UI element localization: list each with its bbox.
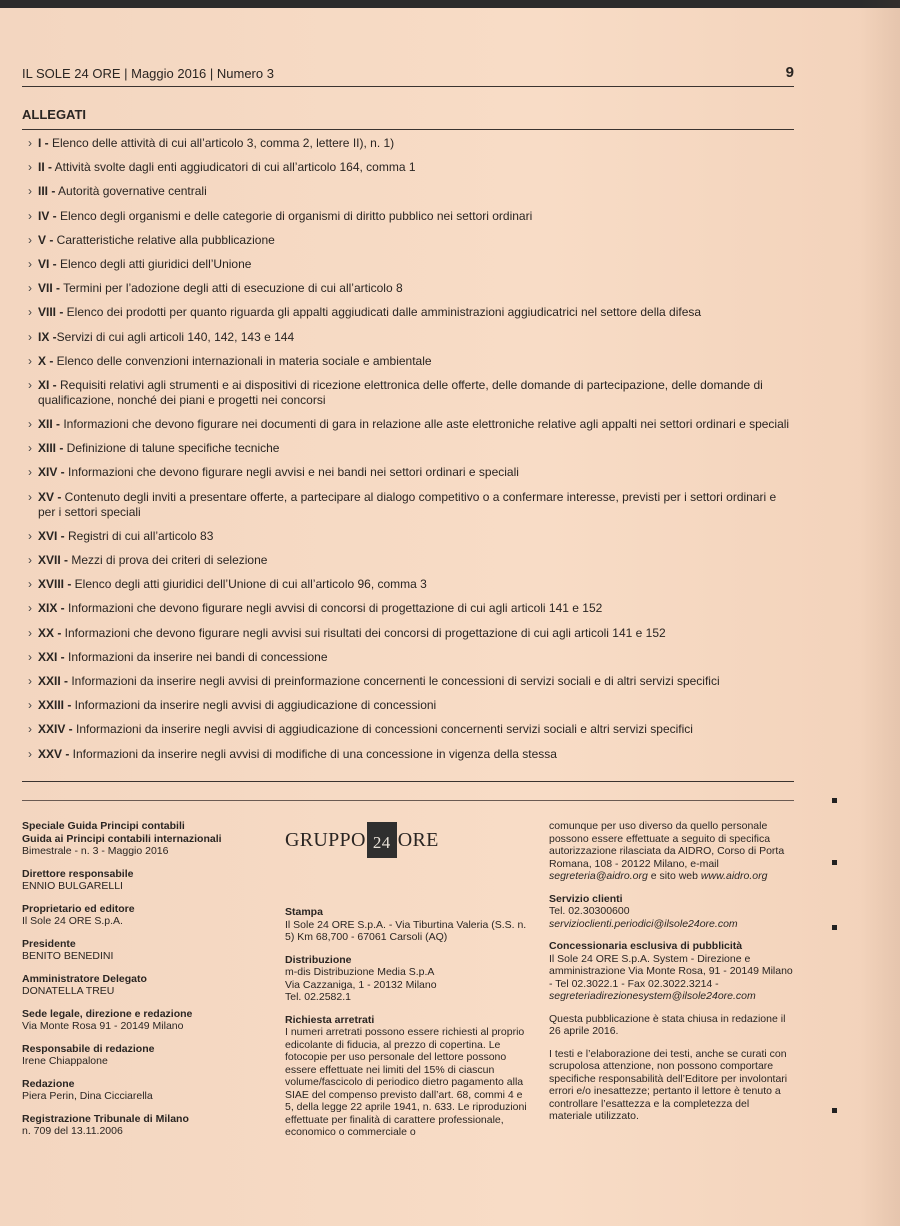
arrow-icon: › [28,329,32,344]
gruppo-24-ore-logo [285,820,439,860]
annex-number: XI - [38,377,57,392]
allegati-heading: ALLEGATI [22,107,87,122]
ad-label: Amministratore Delegato [22,972,147,985]
arrow-icon: › [28,160,32,175]
sede-label: Sede legale, direzione e redazione [22,1007,193,1020]
annex-item [30,417,795,432]
annex-text: Attività svolte dagli enti aggiudicatori di cui all’articolo 164, comma 1 [52,160,416,175]
publication-subtitle: Guida ai Principi contabili internazionali [22,832,222,845]
annex-item [30,490,795,520]
annex-text: Elenco degli atti giuridici dell’Unione [56,256,252,271]
annex-number: XVIII - [38,577,72,592]
annex-number: I - [38,136,49,150]
annex-number: VI - [38,256,57,271]
copyright-mid: e sito web [647,870,701,882]
servizio-clienti-email: servizioclienti.periodici@ilsole24ore.com [549,917,738,930]
concessionaria-label: Concessionaria esclusiva di pubblicità [549,940,743,952]
logo-24-box: 24 [367,822,397,858]
copyright-text: comunque per uso diverso da quello personale possono essere effettuate a seguito di specifica autorizzazione rilasciata da AIDRO, Corso di Porta Romana, 108 - 20122 Milano, e-mail [549,820,785,870]
publication-title: Speciale Guida Principi contabili [22,820,185,832]
colophon-column-2 [285,906,530,1149]
annex-item [30,378,795,408]
annex-item [30,650,795,665]
annex-item [30,529,795,544]
logo-text-gruppo: GRUPPO [285,828,366,851]
annex-text: Elenco delle convenzioni internazionali in materia sociale e ambientale [53,353,432,368]
annex-text: Informazioni da inserire negli avvisi di aggiudicazione di concessioni concernenti servizi sociali e altri servizi specifici [72,722,693,737]
annex-text: Informazioni che devono figurare nei documenti di gara in relazione alle aste elettroniche relative agli appalti nei settori ordinari e speciali [60,417,790,432]
aidro-email: segreteria@aidro.org [549,870,648,882]
annex-number: XIV - [38,465,65,480]
arrow-icon: › [28,256,32,271]
arrow-icon: › [28,184,32,199]
arrow-icon: › [28,553,32,567]
annex-text: Elenco dei prodotti per quanto riguarda gli appalti aggiudicati dalle amministrazioni aggiudicatrici nel settore della difesa [63,305,702,320]
annex-item [30,184,795,199]
annex-text: Termini per l’adozione degli atti di esecuzione di cui all’articolo 8 [60,281,403,296]
annex-number: III - [38,184,56,199]
annex-text: Informazioni da inserire nei bandi di concessione [64,649,328,664]
arrow-icon: › [28,673,32,688]
servizio-clienti-label: Servizio clienti [549,892,623,905]
arrow-icon: › [28,577,32,592]
distribuzione-label: Distribuzione [285,953,352,966]
annex-item [30,698,795,713]
annex-item [30,209,795,224]
annex-item [30,354,795,369]
servizio-clienti-tel: Tel. 02.30300600 [549,905,630,917]
arrow-icon: › [28,281,32,296]
arrow-icon: › [28,232,32,247]
distribuzione-line-3: Tel. 02.2582.1 [285,991,351,1003]
direttore-value: ENNIO BULGARELLI [22,880,123,892]
annex-text: Informazioni da inserire negli avvisi di modifiche di una concessione in vigenza della stessa [69,746,557,761]
page-top-edge [0,0,900,8]
publication-issue: Bimestrale - n. 3 - Maggio 2016 [22,845,169,857]
annex-text: Caratteristiche relative alla pubblicazione [53,232,275,247]
annex-text: Informazioni che devono figurare negli avvisi e nei bandi nei settori ordinari e speciali [64,465,519,480]
annex-item [30,674,795,689]
annex-item [30,233,795,248]
annex-text: Informazioni che devono figurare negli avvisi di concorsi di progettazione di cui agli articoli 141 e 152 [64,601,603,616]
redazione-value: Piera Perin, Dina Cicciarella [22,1090,153,1102]
annex-number: IX - [38,329,57,344]
annex-text: Elenco degli atti giuridici dell’Unione di cui all’articolo 96, comma 3 [71,577,427,592]
concessionaria-text: Il Sole 24 ORE S.p.A. System - Direzione e amministrazione Via Monte Rosa, 91 - 20149 Milano - Tel 02.3022.1 - Fax 02.3022.3214 - [549,952,793,990]
annex-item [30,465,795,480]
margin-mark [832,925,837,930]
arrow-icon: › [28,746,32,761]
annex-text: Requisiti relativi agli strumenti e ai dispositivi di ricezione elettronica delle offerte, delle domande di partecipazione, delle domande di qualificazione, nonché dei piani e progetti nei concorsi [38,377,763,407]
annex-item [30,257,795,272]
arretrati-value: I numeri arretrati possono essere richiesti al proprio edicolante di fiducia, al prezzo di copertina. Le fotocopie per uso personale del lettore possono essere effettuate nei limiti del 15% di ciascun volume/fascicolo di periodico dietro pagamento alla SIAE del compenso previsto dall’art. 68, commi 4 e 5, della legge 22 aprile 1941, n. 633. Le riproduzioni effettuate per finalità di carattere professionale, economico o commerciale o [285,1026,527,1138]
aidro-website: www.aidro.org [700,870,768,882]
annex-item [30,722,795,737]
margin-mark [832,1108,837,1113]
distribuzione-line-2: Via Cazzaniga, 1 - 20132 Milano [285,978,437,991]
annex-text: Elenco delle attività di cui all’articolo 3, comma 2, lettere II), n. 1) [48,136,395,150]
page-number: 9 [785,64,794,81]
annex-item [30,577,795,592]
annex-item [30,136,795,151]
annex-number: VIII - [38,305,64,320]
stampa-value: Il Sole 24 ORE S.p.A. - Via Tiburtina Valeria (S.S. n. 5) Km 68,700 - 67061 Carsoli (AQ) [285,918,527,943]
arrow-icon: › [28,625,32,640]
annex-item [30,305,795,320]
resp-redazione-value: Irene Chiappalone [22,1055,108,1067]
annex-number: XXV - [38,746,70,761]
annex-number: XVII - [38,553,69,567]
annex-text: Informazioni che devono figurare negli avvisi sui risultati dei concorsi di progettazione di cui agli articoli 141 e 152 [61,625,666,640]
chiusura-redazione: Questa pubblicazione è stata chiusa in redazione il 26 aprile 2016. [549,1012,786,1037]
logo-text-ore: ORE [397,828,439,851]
arrow-icon: › [28,353,32,368]
resp-redazione-label: Responsabile di redazione [22,1042,155,1055]
annex-text: Definizione di talune specifiche tecniche [63,441,280,456]
annex-number: XXI - [38,649,65,664]
arrow-icon: › [28,722,32,737]
annex-number: XIII - [38,441,64,456]
annex-text: Registri di cui all’articolo 83 [64,528,214,543]
arrow-icon: › [28,208,32,223]
colophon-column-3 [549,820,794,1133]
arrow-icon: › [28,417,32,432]
divider [22,781,794,782]
annex-item [30,747,795,762]
annex-item [30,601,795,616]
annex-text: Elenco degli organismi e delle categorie di organismi di diritto pubblico nei settori ordinari [56,208,533,223]
annex-number: XII - [38,417,61,432]
running-header [22,64,794,87]
registrazione-value: n. 709 del 13.11.2006 [22,1125,123,1137]
arrow-icon: › [28,528,32,543]
arretrati-label: Richiesta arretrati [285,1013,375,1026]
annex-item [30,553,795,568]
arrow-icon: › [28,136,32,150]
arrow-icon: › [28,649,32,664]
proprietario-value: Il Sole 24 ORE S.p.A. [22,915,123,927]
annex-text: Autorità governative centrali [55,184,207,199]
annex-number: V - [38,232,54,247]
stampa-label: Stampa [285,906,323,918]
annex-item [30,160,795,175]
annex-number: XVI - [38,528,65,543]
concessionaria-email: segreteriadirezionesystem@ilsole24ore.com [549,990,756,1002]
arrow-icon: › [28,465,32,480]
annex-text: Mezzi di prova dei criteri di selezione [68,553,268,567]
disclaimer: I testi e l’elaborazione dei testi, anche se curati con scrupolosa attenzione, non possono comportare specifiche responsabilità dell’Editore per involontari errori e/o inesattezze; pertanto il lettore è tenuto a controllare l’esattezza e la completezza del materiale utilizzato. [549,1047,788,1122]
colophon-column-1 [22,820,252,1148]
annex-item [30,330,795,345]
annex-number: XXIII - [38,698,72,713]
header-publication: IL SOLE 24 ORE | Maggio 2016 | Numero 3 [22,66,274,81]
arrow-icon: › [28,601,32,616]
annex-number: XXII - [38,673,69,688]
annex-number: II - [38,160,52,175]
presidente-value: BENITO BENEDINI [22,950,114,962]
annex-number: XV - [38,489,62,504]
annex-item [30,441,795,456]
margin-mark [832,860,837,865]
annex-text: Informazioni da inserire negli avvisi di aggiudicazione di concessioni [71,698,437,713]
distribuzione-line-1: m-dis Distribuzione Media S.p.A [285,966,435,978]
margin-mark [832,798,837,803]
annex-text: Informazioni da inserire negli avvisi di preinformazione concernenti le concessioni di servizi sociali e di altri servizi specifici [68,673,720,688]
annex-number: IV - [38,208,57,223]
annex-number: VII - [38,281,61,296]
arrow-icon: › [28,305,32,320]
page-fold-shadow [860,0,900,1226]
annex-text: Contenuto degli inviti a presentare offerte, a partecipare al dialogo competitivo o a confermare interesse, previsti per i settori ordinari e per i settori speciali [38,489,777,519]
annex-list [30,136,795,771]
arrow-icon: › [28,377,32,392]
annex-number: XXIV - [38,722,73,737]
annex-item [30,626,795,641]
redazione-label: Redazione [22,1077,75,1090]
presidente-label: Presidente [22,937,76,950]
arrow-icon: › [28,489,32,504]
proprietario-label: Proprietario ed editore [22,902,135,915]
arrow-icon: › [28,441,32,456]
annex-number: XIX - [38,601,65,616]
divider [22,129,794,130]
annex-number: X - [38,353,54,368]
annex-item [30,281,795,296]
annex-number: XX - [38,625,62,640]
direttore-label: Direttore responsabile [22,867,134,880]
ad-value: DONATELLA TREU [22,985,115,997]
annex-text: Servizi di cui agli articoli 140, 142, 143 e 144 [56,329,295,344]
registrazione-label: Registrazione Tribunale di Milano [22,1112,189,1125]
sede-value: Via Monte Rosa 91 - 20149 Milano [22,1020,184,1032]
divider [22,800,794,801]
arrow-icon: › [28,698,32,713]
